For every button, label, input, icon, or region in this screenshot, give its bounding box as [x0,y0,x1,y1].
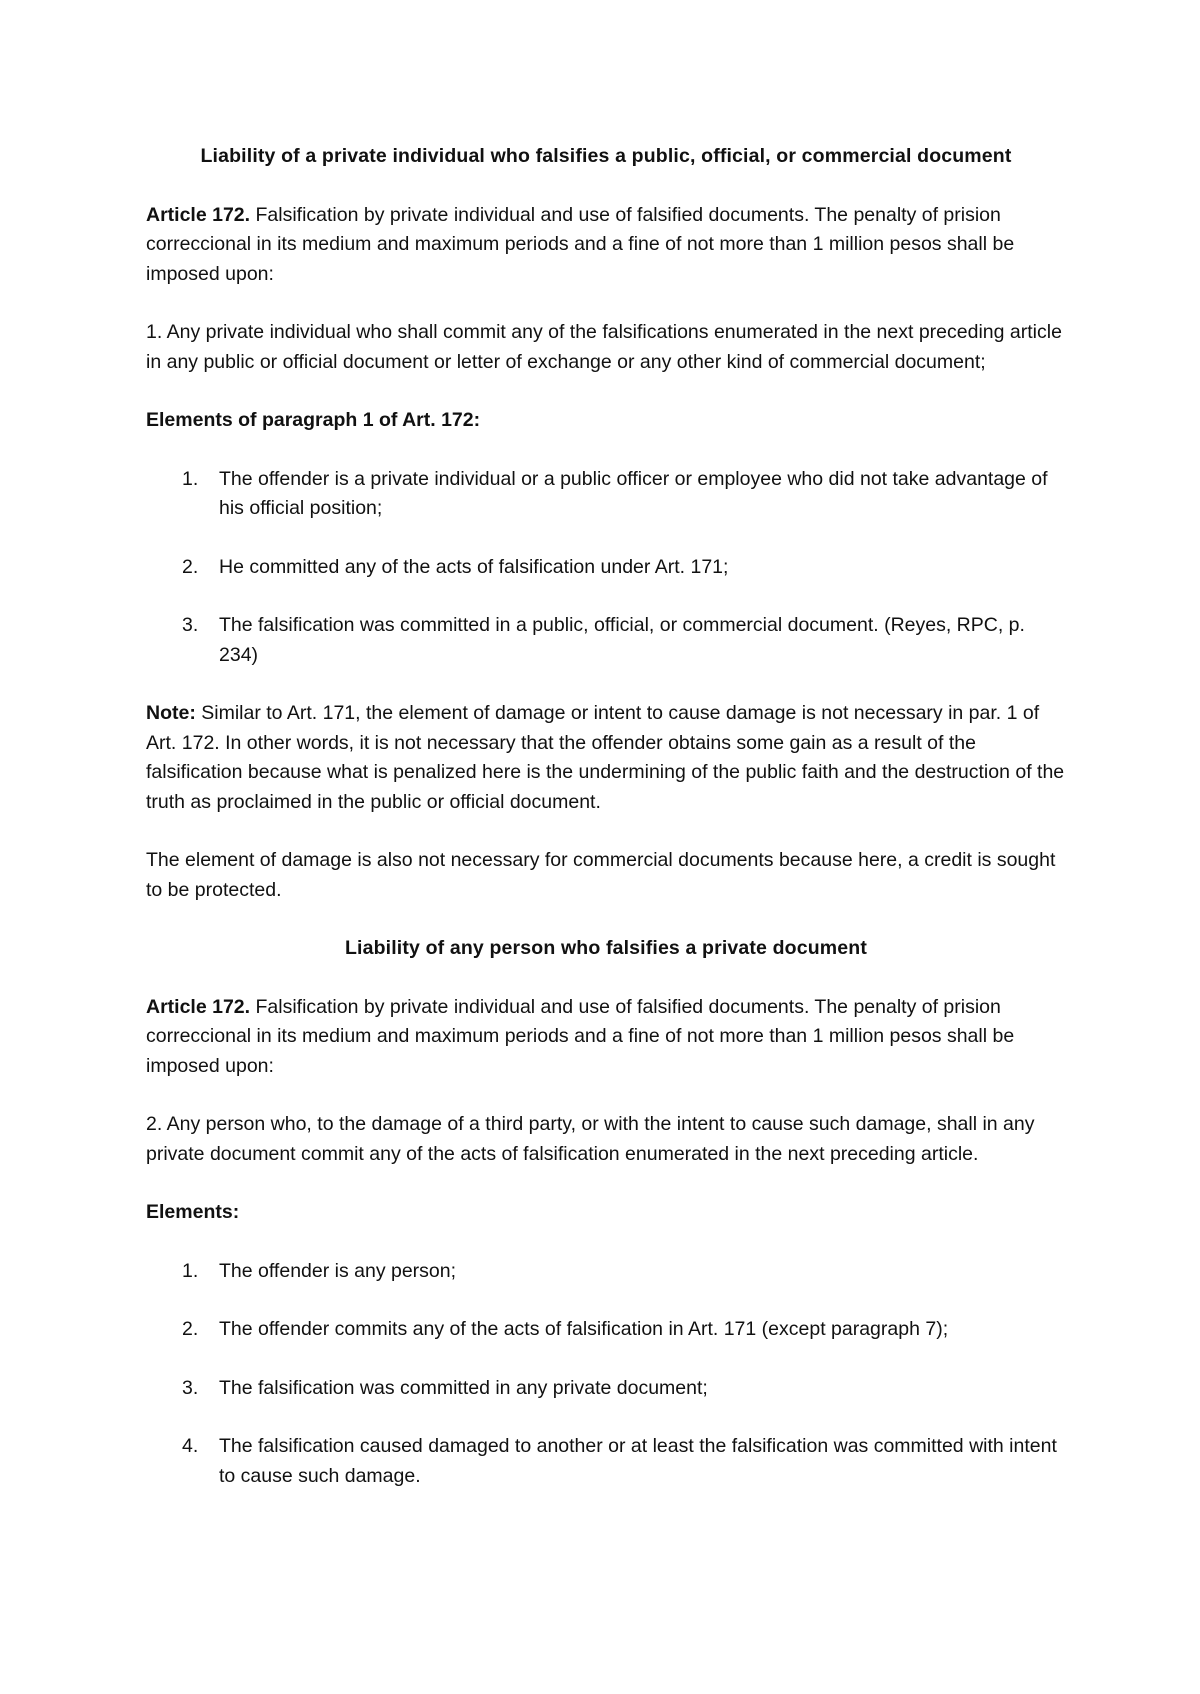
article-172-paragraph [146,993,1066,1082]
list-item-number: 1. [182,467,199,490]
list-item [146,1374,1066,1404]
list-item [146,465,1066,524]
list-item-number: 4. [182,1435,199,1457]
list-item-number: 2. [182,555,199,578]
section-heading-private-document: Liability of any person who falsifies a private document [344,937,867,959]
article-text: Falsification by private individual and use of falsified documents. The penalty of prision correccional in its medium and maximum periods and a fine of not more than 1 million pesos shall be imposed upon: [146,203,1015,285]
list-item [146,553,1066,583]
article-172-paragraph [146,201,1066,290]
list-item-text: The offender is any person; [219,1259,457,1282]
list-item-text: The falsification was committed in a public, official, or commercial document. (Reyes, RPC, p. 234) [219,614,1025,666]
section-heading-public-document: Liability of a private individual who falsifies a public, official, or commercial document [200,145,1012,167]
list-item-text: He committed any of the acts of falsification under Art. 171; [219,555,729,578]
article-label: Article 172. [146,995,251,1018]
elements-heading-paragraph-1: Elements of paragraph 1 of Art. 172: [146,409,481,431]
article-text: Falsification by private individual and use of falsified documents. The penalty of prision correccional in its medium and maximum periods and a fine of not more than 1 million pesos shall be imposed upon: [146,995,1015,1077]
article-label: Article 172. [146,203,251,226]
paragraph-1-text: 1. Any private individual who shall commit any of the falsifications enumerated in the next preceding article in any public or official document or letter of exchange or any other kind of commercial document; [146,321,1062,373]
list-item [146,611,1066,670]
note-text: Similar to Art. 171, the element of damage or intent to cause damage is not necessary in par. 1 of Art. 172. In other words, it is not necessary that the offender obtains some gain as a result of the falsification because what is penalized here is the undermining of the public faith and the destruction of the truth as proclaimed in the public or official document. [146,702,1065,813]
note-paragraph [146,699,1066,817]
list-item-number: 3. [182,614,199,636]
note-label: Note: [146,702,196,724]
list-item [146,1432,1066,1491]
list-item-text: The falsification was committed in any private document; [219,1376,708,1399]
list-item-number: 3. [182,1376,199,1399]
list-item-text: The offender is a private individual or a public officer or employee who did not take advantage of his official position; [219,467,1048,519]
elements-heading-paragraph-2: Elements: [146,1201,240,1223]
elements-list-paragraph-1 [146,465,1066,671]
document-page [146,142,1066,1491]
damage-commercial-paragraph: The element of damage is also not necessary for commercial documents because here, a credit is sought to be protected. [146,849,1056,901]
list-item-text: The offender commits any of the acts of falsification in Art. 171 (except paragraph 7); [219,1318,949,1340]
list-item-number: 2. [182,1318,199,1340]
list-item [146,1257,1066,1287]
elements-list-paragraph-2 [146,1257,1066,1492]
list-item [146,1315,1066,1345]
list-item-text: The falsification caused damaged to another or at least the falsification was committed with intent to cause such damage. [219,1435,1057,1487]
list-item-number: 1. [182,1259,199,1282]
paragraph-2-text: 2. Any person who, to the damage of a third party, or with the intent to cause such damage, shall in any private document commit any of the acts of falsification enumerated in the next preceding article. [146,1113,1035,1165]
